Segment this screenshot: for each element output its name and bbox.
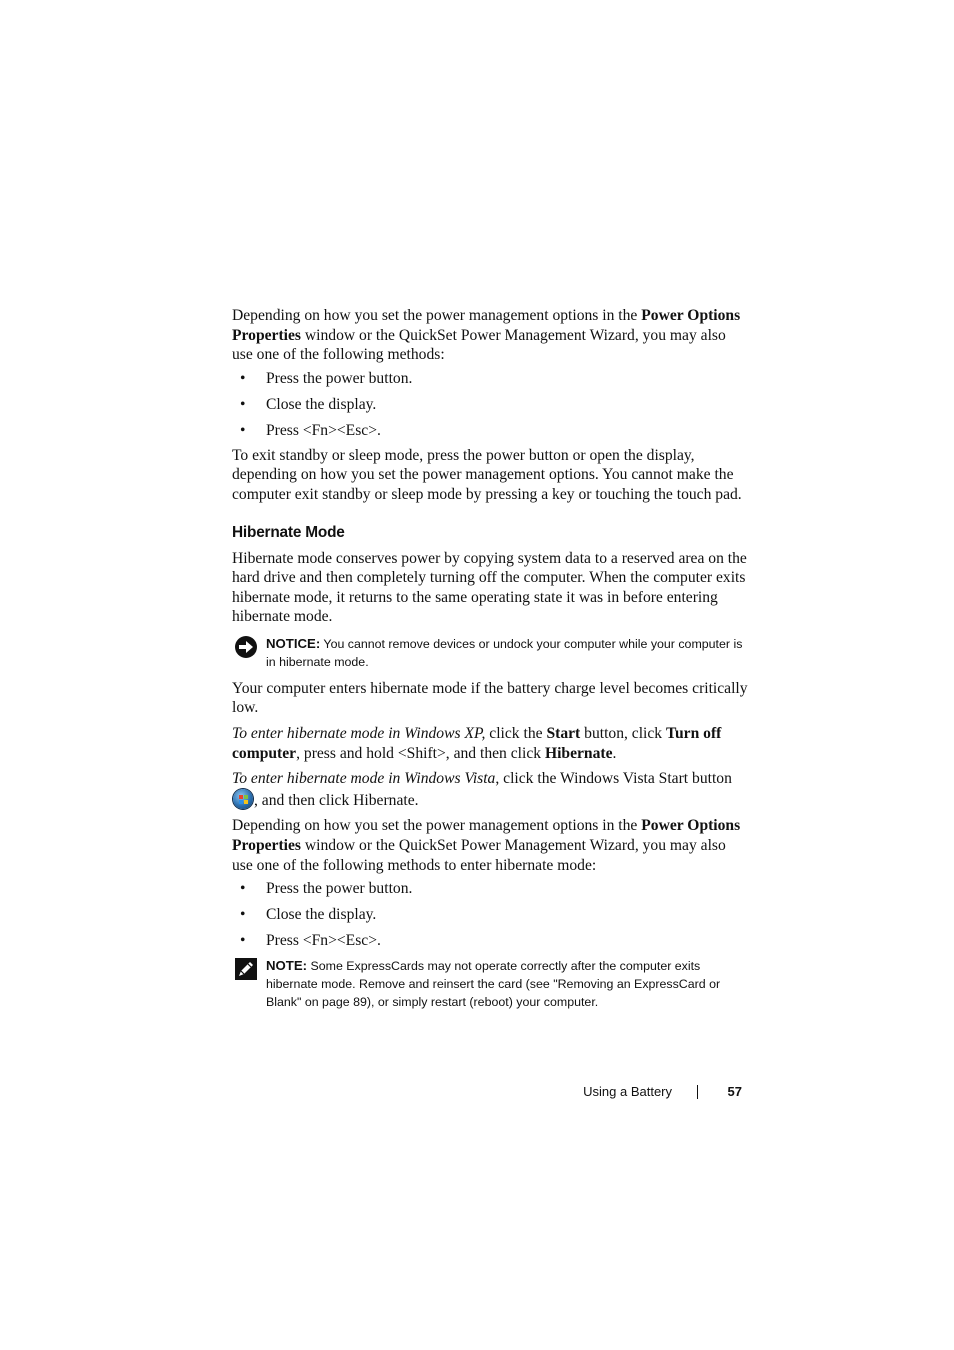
intro2-paragraph: Depending on how you set the power management options in the Power Options Properties window or the QuickSet Power Management Wizard, you may also use one of the following methods to enter hibernate mode: — [232, 817, 741, 874]
section-heading: Hibernate Mode — [232, 523, 345, 541]
list-item: • Press the power button. — [232, 879, 748, 899]
list-item: • Press <Fn><Esc>. — [232, 421, 748, 441]
battery-paragraph: Your computer enters hibernate mode if the battery charge level becomes critically low. — [232, 679, 748, 717]
hibernate-methods-list — [232, 879, 748, 951]
notice-label: NOTICE: — [266, 635, 321, 651]
page-content — [232, 306, 748, 1011]
power-options-term: Power Options Properties — [232, 307, 741, 344]
notice-callout — [232, 635, 748, 671]
hibernate-paragraph: Hibernate mode conserves power by copying system data to a reserved area on the hard drive and then completely turning off the computer. When the computer exits hibernate mode, it returns to the same operating state it was in before entering hibernate mode. — [232, 549, 747, 626]
xp-instructions: To enter hibernate mode in Windows XP, click the Start button, click Turn off computer, press and hold <Shift>, and then click Hibernate. — [232, 725, 722, 762]
exit-standby-paragraph: To exit standby or sleep mode, press the power button or open the display, depending on how you set the power management options. You cannot make the computer exit standby or sleep mode by pressing a key or touching the touch pad. — [232, 446, 742, 503]
notice-arrow-icon — [234, 635, 258, 659]
note-text: Some ExpressCards may not operate correctly after the computer exits hibernate mode. Remove and reinsert the card (see "Removing an ExpressCard or Blank" on page 89), or simply restart (reboot) your computer. — [266, 959, 721, 1010]
list-item: • Close the display. — [232, 905, 748, 925]
list-item: • Press <Fn><Esc>. — [232, 931, 748, 951]
notice-text: You cannot remove devices or undock your computer while your computer is in hibernate mode. — [266, 636, 743, 669]
note-callout — [232, 957, 748, 1011]
list-item: • Press the power button. — [232, 369, 748, 389]
list-item: • Close the display. — [232, 395, 748, 415]
methods-list — [232, 369, 748, 441]
intro-paragraph: Depending on how you set the power management options in the Power Options Properties window or the QuickSet Power Management Wizard, you may also use one of the following methods: — [232, 307, 741, 364]
page-number: 57 — [727, 1084, 742, 1099]
footer-section-title: Using a Battery — [583, 1084, 672, 1099]
power-options-term: Power Options Properties — [232, 817, 741, 855]
footer-divider — [697, 1085, 698, 1099]
note-pencil-icon — [234, 957, 258, 981]
windows-vista-start-icon — [233, 789, 253, 809]
note-label: NOTE: — [266, 958, 308, 974]
vista-instructions: To enter hibernate mode in Windows Vista, click the Windows Vista Start button , and then click Hibernate. — [232, 770, 732, 809]
